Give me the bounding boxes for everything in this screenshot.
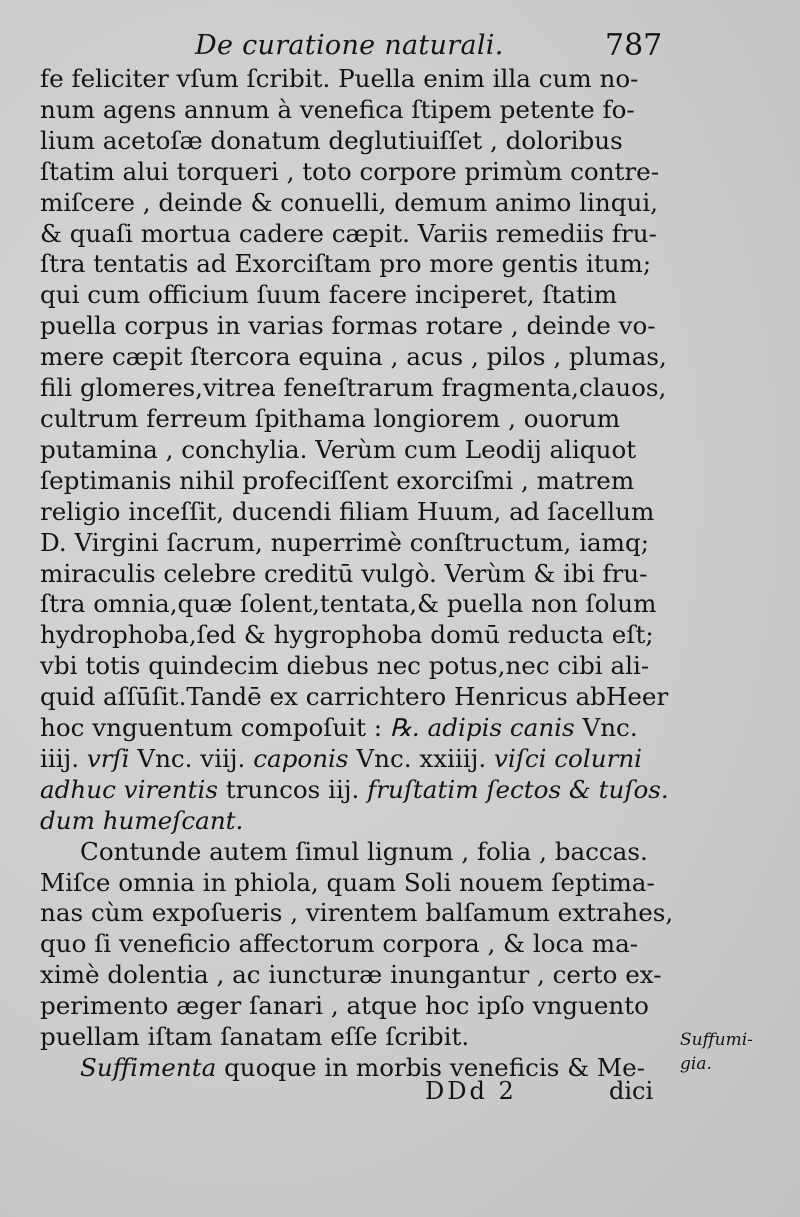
- signature-mark: DDd 2: [425, 1077, 517, 1105]
- text-line-content: fili glomeres,vitrea feneſtrarum fragmenta,clauos,: [40, 373, 667, 403]
- margin-note: [680, 1028, 753, 1076]
- text-line: [40, 960, 670, 991]
- text-line-content: vbi totis quindecim diebus nec potus,nec cibi ali-: [40, 651, 650, 681]
- italic-text-segment: caponis: [253, 743, 349, 773]
- text-segment: Vnc. xxiiij.: [348, 743, 494, 773]
- text-line: [40, 898, 674, 929]
- text-segment: truncos iij.: [217, 774, 368, 804]
- text-line: [40, 157, 670, 188]
- text-line-content: D. Virgini ſacrum, nuperrimè conſtructum, iamq;: [40, 527, 650, 557]
- text-line: [40, 126, 670, 157]
- text-line: [40, 620, 670, 651]
- italic-text-segment: dum humeſcant.: [40, 805, 244, 835]
- text-line: [40, 1022, 670, 1053]
- italic-text-segment: vrſi: [86, 743, 130, 773]
- text-line: [40, 219, 670, 250]
- text-segment: Vnc. viij.: [129, 743, 254, 773]
- text-line: [40, 559, 670, 590]
- text-line-content: Miſce omnia in phiola, quam Soli nouem ſeptima-: [40, 867, 655, 897]
- running-title: De curatione naturali.: [195, 30, 504, 61]
- text-line-content: nas cùm expoſueris , virentem balſamum extrahes,: [40, 898, 674, 928]
- italic-text-segment: viſci colurni: [493, 743, 643, 773]
- margin-note-line: Suffumi-: [680, 1030, 753, 1050]
- text-line: [40, 868, 670, 899]
- text-line-content: puella corpus in varias formas rotare , deinde vo-: [40, 311, 656, 341]
- text-line-content: fe feliciter vſum ſcribit. Puella enim illa cum no-: [40, 64, 639, 93]
- page-footer: [0, 1077, 800, 1113]
- text-line-content: miraculis celebre creditū vulgò. Verùm & ibi fru-: [40, 558, 648, 588]
- text-line: [40, 713, 670, 744]
- text-line: [40, 991, 670, 1022]
- text-line: [40, 651, 670, 682]
- text-line: [40, 497, 670, 528]
- italic-text-segment: Suffimenta: [80, 1053, 217, 1082]
- text-line: [40, 280, 670, 311]
- text-segment: hoc vnguentum compoſuit :: [40, 713, 390, 743]
- text-line-content: hydrophoba,ſed & hygrophoba domū reducta eſt;: [40, 620, 654, 650]
- text-line: [40, 188, 670, 219]
- text-line: [40, 806, 670, 837]
- text-line: [40, 249, 670, 280]
- text-line: [40, 589, 670, 620]
- text-line: [40, 435, 670, 466]
- text-line-content: religio inceſſit, ducendi filiam Huum, ad ſacellum: [40, 496, 655, 526]
- text-line: [40, 744, 670, 775]
- text-line: [40, 466, 670, 497]
- text-line: [40, 311, 670, 342]
- text-line: [40, 373, 670, 404]
- text-line: [40, 404, 670, 435]
- page-header: [0, 28, 800, 68]
- text-line-content: qui cum officium ſuum facere inciperet, ſtatim: [40, 280, 618, 310]
- body-text: [40, 64, 674, 1084]
- text-segment: Vnc.: [574, 713, 638, 743]
- text-line-content: ſtatim alui torqueri , toto corpore primùm contre-: [40, 156, 660, 186]
- text-line: [40, 929, 670, 960]
- text-line: [40, 682, 670, 713]
- text-line-content: lium acetoſæ donatum deglutiuiſſet , doloribus: [40, 125, 623, 155]
- text-line: [40, 528, 670, 559]
- text-line-content: quo ſi veneficio affectorum corpora , & loca ma-: [40, 929, 639, 959]
- text-line-content: putamina , conchylia. Verùm cum Leodij aliquot: [40, 434, 637, 464]
- text-line: [40, 64, 670, 95]
- margin-note-line: gia.: [680, 1054, 712, 1074]
- text-line-content: mere cæpit ſtercora equina , acus , pilos , plumas,: [40, 342, 667, 372]
- text-line-content: miſcere , deinde & conuelli, demum animo linqui,: [40, 187, 659, 217]
- text-line-content: puellam iſtam ſanatam eſſe ſcribit.: [40, 1022, 470, 1052]
- text-line-content: quid aſſūſit.Tandē ex carrichtero Henricus abHeer: [40, 682, 669, 712]
- text-segment: quoque in morbis veneficis & Me-: [216, 1053, 645, 1082]
- text-line-content: num agens annum à venefica ſtipem petente fo-: [40, 94, 635, 124]
- text-line-content: perimento æger ſanari , atque hoc ipſo vnguento: [40, 991, 649, 1021]
- text-line-content: & quaſi mortua cadere cæpit. Variis remediis fru-: [40, 218, 657, 248]
- text-line-content: ſtra tentatis ad Exorciſtam pro more gentis itum;: [40, 249, 652, 279]
- italic-text-segment: adhuc virentis: [40, 774, 218, 804]
- text-line-content: cultrum ferreum ſpithama longiorem , ouorum: [40, 403, 621, 433]
- text-line: [40, 837, 670, 868]
- text-line-content: ximè dolentia , ac iuncturæ inungantur , certo ex-: [40, 960, 662, 990]
- text-segment: iiij.: [40, 743, 87, 773]
- text-line: [40, 775, 670, 806]
- text-line: [40, 342, 670, 373]
- text-line-content: ſtra omnia,quæ ſolent,tentata,& puella non ſolum: [40, 589, 657, 619]
- text-line-content: ſeptimanis nihil profeciſſent exorciſmi , matrem: [40, 465, 635, 495]
- text-line-content: Contunde autem ſimul lignum , folia , baccas.: [80, 836, 648, 866]
- text-line: [40, 95, 670, 126]
- italic-text-segment: ℞. adipis canis: [389, 713, 575, 743]
- catchword: dici: [609, 1077, 654, 1105]
- page-number: 787: [605, 28, 663, 63]
- italic-text-segment: fruſtatim ſectos & tuſos.: [367, 774, 669, 804]
